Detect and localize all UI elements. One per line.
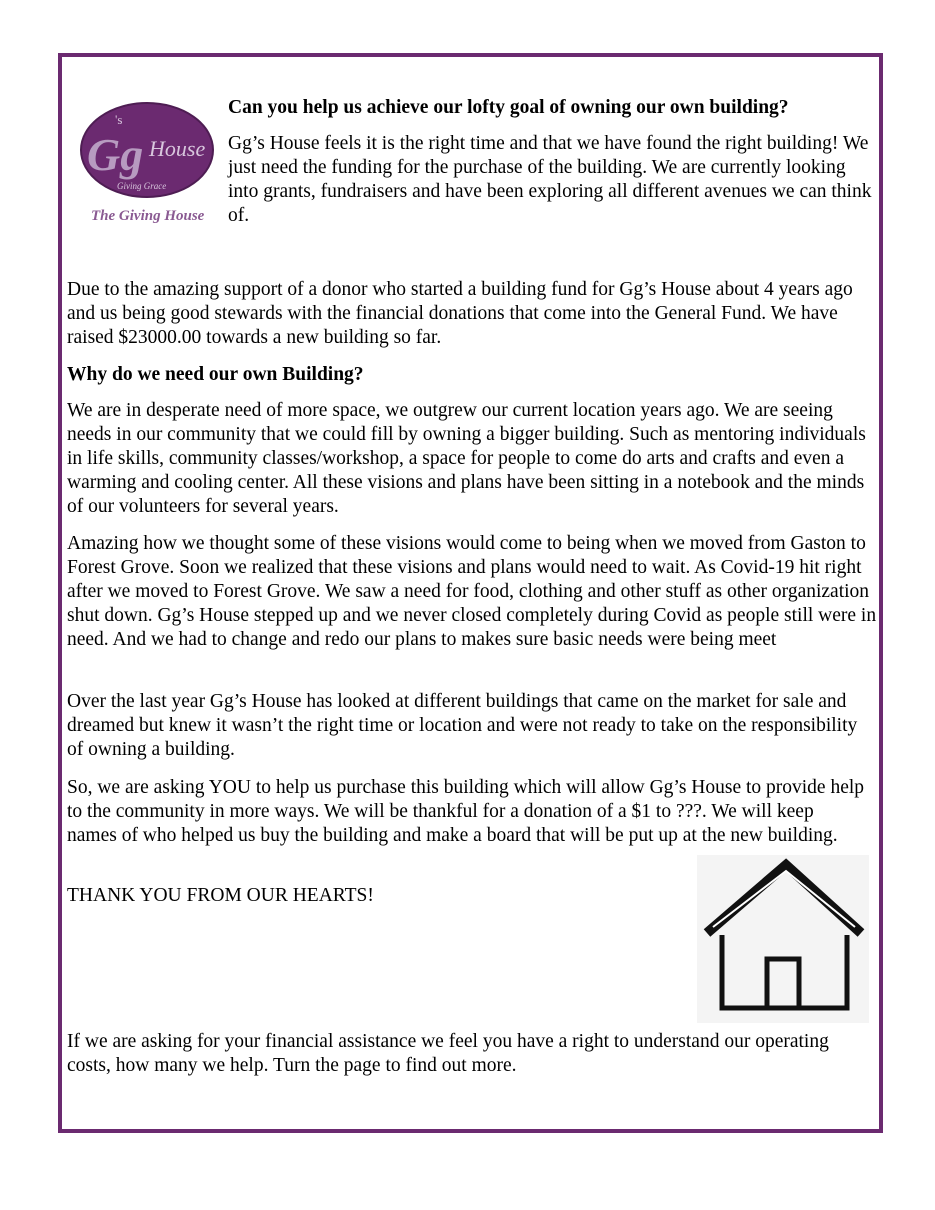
intro-paragraph: Gg’s House feels it is the right time and that we have found the right building! We just need the funding for the purchase of the building. We are currently looking into grants, fundraisers and have been exploring all different avenues we can think of. bbox=[228, 133, 872, 226]
donation-ask-paragraph: So, we are asking YOU to help us purchase this building which will allow Gg’s House to provide help to the community in more ways. We will be thankful for a donation of a $1 to ???. We will keep names of who helped us buy the building and make a board that will be put up at the new building. bbox=[67, 777, 865, 846]
building-fund-paragraph: Due to the amazing support of a donor who started a building fund for Gg’s House about 4 years ago and us being good stewards with the financial donations that come into the General Fund. We have raised $23000.00 towards a new building so far. bbox=[67, 279, 853, 348]
closing-paragraph: If we are asking for your financial assistance we feel you have a right to understand our operating costs, how many we help. Turn the page to find out more. bbox=[67, 1031, 829, 1076]
subheading: Why do we need our own Building? bbox=[67, 364, 364, 385]
last-year-paragraph: Over the last year Gg’s House has looked at different buildings that came on the market for sale and dreamed but knew it wasn’t the right time or location and were not ready to take on the responsibility of owning a building. bbox=[67, 691, 858, 760]
heading: Can you help us achieve our lofty goal of owning our own building? bbox=[228, 97, 789, 118]
logo-tagline: The Giving House bbox=[91, 208, 205, 224]
need-paragraph: We are in desperate need of more space, we outgrew our current location years ago. We are seeing needs in our community that we could fill by owning a bigger building. Such as mentoring individuals in life skills, community classes/workshop, a space for people to come do arts and crafts and even a warming and cooling center. All these visions and plans have been sitting in a notebook and the minds of our volunteers for several years. bbox=[67, 400, 866, 517]
covid-paragraph: Amazing how we thought some of these visions would come to being when we moved from Gaston to Forest Grove. Soon we realized that these visions and plans would need to wait. As Covid-19 hit right after we moved to Forest Grove. We saw a need for food, clothing and other stuff as other organization shut down. Gg’s House stepped up and we never closed completely during Covid as people still were in need. And we had to change and redo our plans to makes sure basic needs were being meet bbox=[67, 533, 877, 650]
ggs-house-logo bbox=[77, 100, 217, 230]
logo-script-line: Giving Grace bbox=[117, 181, 167, 191]
thank-you-line: THANK YOU FROM OUR HEARTS! bbox=[67, 885, 374, 906]
house-outline-icon bbox=[697, 855, 869, 1023]
logo-superscript: 's bbox=[115, 112, 123, 127]
logo-mark: Gg bbox=[87, 129, 144, 180]
logo-word: House bbox=[149, 136, 206, 161]
